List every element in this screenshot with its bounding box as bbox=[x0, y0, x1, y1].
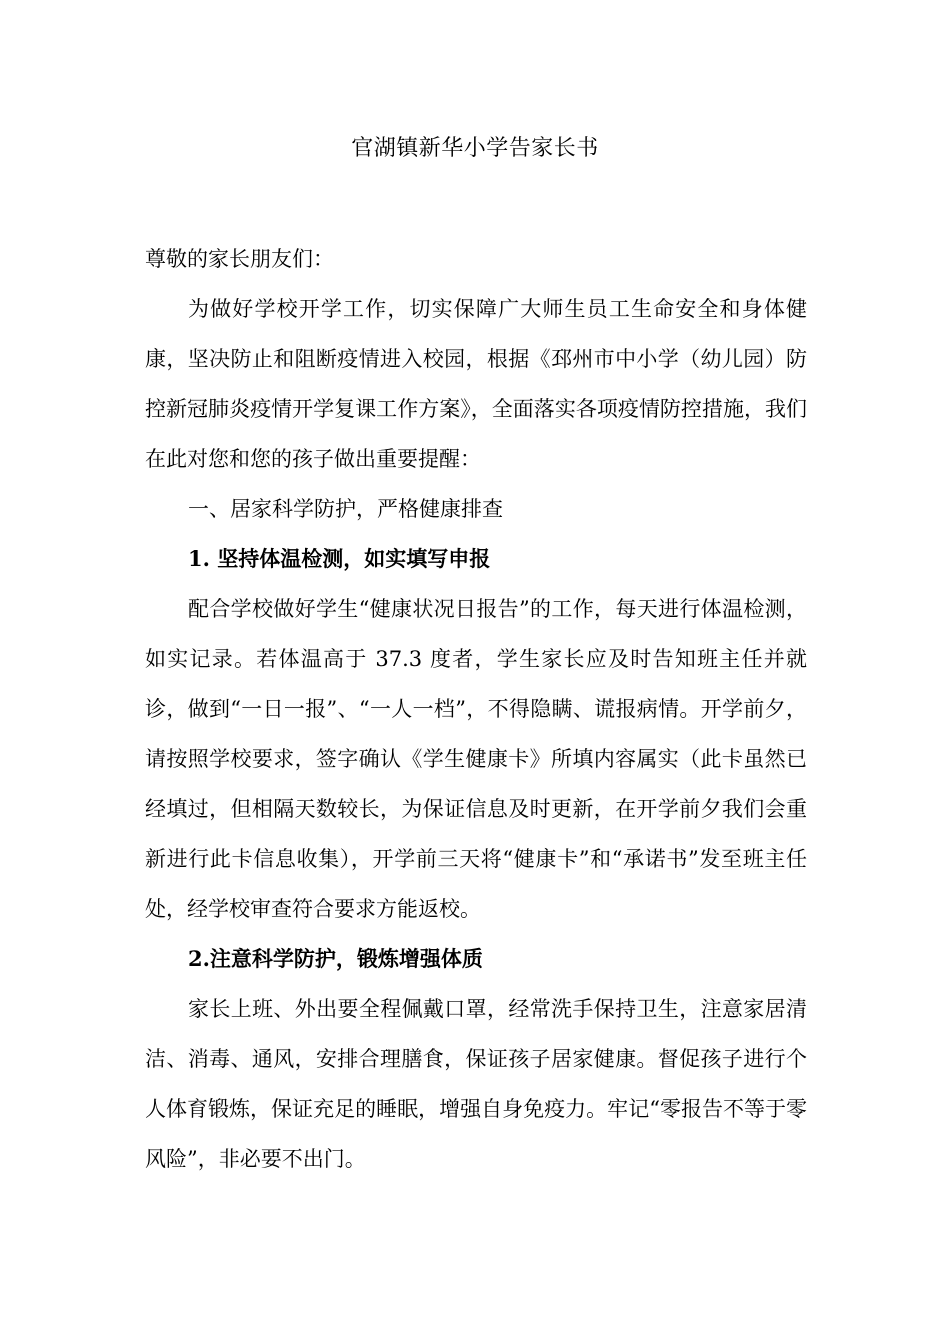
item-1-heading: 1. 坚持体温检测，如实填写申报 bbox=[188, 546, 491, 571]
item-2-heading: 2.注意科学防护，锻炼增强体质 bbox=[188, 946, 483, 971]
item-2-paragraph: 家长上班、外出要全程佩戴口罩，经常洗手保持卫生，注意家居清洁、消毒、通风，安排合理膳食，保证孩子居家健康。督促孩子进行个人体育锻炼，保证充足的睡眠，增强自身免疫力。牢记“零报告不等于零风险”，非必要不出门。 bbox=[145, 997, 807, 1171]
document-title: 官湖镇新华小学告家长书 bbox=[351, 136, 599, 161]
salutation: 尊敬的家长朋友们： bbox=[145, 247, 334, 271]
document-body bbox=[145, 234, 807, 1184]
section-heading: 一、居家科学防护，严格健康排查 bbox=[188, 497, 503, 521]
intro-paragraph: 为做好学校开学工作，切实保障广大师生员工生命安全和身体健康，坚决防止和阻断疫情进入校园，根据《邳州市中小学（幼儿园）防控新冠肺炎疫情开学复课工作方案》，全面落实各项疫情防控措施，我们在此对您和您的孩子做出重要提醒： bbox=[145, 297, 807, 471]
item-1-paragraph: 配合学校做好学生“健康状况日报告”的工作，每天进行体温检测，如实记录。若体温高于 37.3 度者，学生家长应及时告知班主任并就诊，做到“一日一报”、“一人一档”，不得隐瞒、谎报病情。开学前夕，请按照学校要求，签字确认《学生健康卡》所填内容属实（此卡虽然已经填过，但相隔天数较长，为保证信息及时更新，在开学前夕我们会重新进行此卡信息收集），开学前三天将“健康卡”和“承诺书”发至班主任处，经学校审查符合要求方能返校。 bbox=[145, 597, 807, 921]
